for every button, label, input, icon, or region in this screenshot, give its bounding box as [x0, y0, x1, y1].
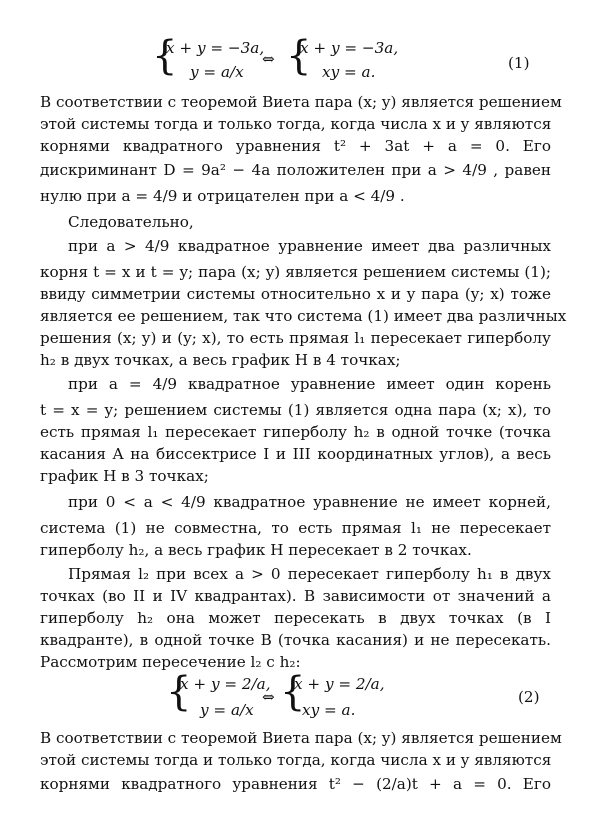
right-brace-2: {	[280, 669, 306, 715]
system1-right-row2: xy = a.	[322, 63, 376, 81]
left-brace-2: {	[166, 669, 192, 715]
para3-line3: корнями квадратного уравнения t² − (2/a)t + a = 0. Его	[40, 775, 551, 793]
case1-line1: при a > 4/9 квадратное уравнение имеет два различных	[68, 237, 551, 255]
equation-number-1: (1)	[508, 54, 530, 72]
system2-left-row1: x + y = 2/a,	[180, 675, 271, 693]
case3-line3: гиперболу h₂, а весь график H пересекает в 2 точках.	[40, 541, 472, 559]
case2-line3: есть прямая l₁ пересекает гиперболу h₂ в одной точке (точка	[40, 423, 551, 441]
system1-left-row1: x + y = −3a,	[166, 39, 265, 57]
equivalence-symbol: ⇔	[262, 50, 275, 68]
case1-line2: корня t = x и t = y; пара (x; y) является решением системы (1);	[40, 263, 551, 281]
case1-line4: является ее решением, так что система (1) имеет два различных	[40, 307, 567, 325]
right-brace: {	[286, 33, 312, 79]
left-brace: {	[152, 33, 178, 79]
case1-line6: h₂ в двух точках, а весь график H в 4 точках;	[40, 351, 401, 369]
para2-line4: квадранте), в одной точке B (точка касания) и не пересекать.	[40, 631, 551, 649]
system2-right-row1: x + y = 2/a,	[294, 675, 385, 693]
system1-left-row2: y = a/x	[190, 63, 244, 81]
para2-line1: Прямая l₂ при всех a > 0 пересекает гиперболу h₁ в двух	[68, 565, 551, 583]
equation-number-2: (2)	[518, 688, 540, 706]
case1-line5: решения (x; y) и (y; x), то есть прямая l₁ пересекает гиперболу	[40, 329, 551, 347]
para1-line3: корнями квадратного уравнения t² + 3at + a = 0. Его	[40, 137, 551, 155]
para1-line1: В соответствии с теоремой Виета пара (x; y) является решением	[40, 93, 562, 111]
para1-line4: дискриминант D = 9a² − 4a положителен при a > 4/9 , равен	[40, 161, 551, 179]
case2-line2: t = x = y; решением системы (1) является одна пара (x; x), то	[40, 401, 551, 419]
system2-left-row2: y = a/x	[200, 701, 254, 719]
para2-line2: точках (во II и IV квадрантах). В зависимости от значений a	[40, 587, 551, 605]
para1-line5: нулю при a = 4/9 и отрицателен при a < 4/9 .	[40, 187, 405, 205]
para3-line2: этой системы тогда и только тогда, когда числа x и y являются	[40, 751, 552, 769]
para1-line2: этой системы тогда и только тогда, когда числа x и y являются	[40, 115, 552, 133]
case2-line4: касания A на биссектрисе I и III координатных углов), а весь	[40, 445, 551, 463]
case2-line1: при a = 4/9 квадратное уравнение имеет один корень	[68, 375, 551, 393]
therefore-line: Следовательно,	[68, 213, 194, 231]
system2-right-row2: xy = a.	[302, 701, 356, 719]
equivalence-symbol-2: ⇔	[262, 688, 275, 706]
system1-right-row1: x + y = −3a,	[300, 39, 399, 57]
case2-line5: график H в 3 точках;	[40, 467, 209, 485]
case1-line3: ввиду симметрии системы относительно x и y пара (y; x) тоже	[40, 285, 551, 303]
para2-line5: Рассмотрим пересечение l₂ с h₂:	[40, 653, 301, 671]
para2-line3: гиперболу h₂ она может пересекать в двух точках (в I	[40, 609, 551, 627]
case3-line2: система (1) не совместна, то есть прямая l₁ не пересекает	[40, 519, 551, 537]
para3-line1: В соответствии с теоремой Виета пара (x; y) является решением	[40, 729, 562, 747]
case3-line1: при 0 < a < 4/9 квадратное уравнение не имеет корней,	[68, 493, 551, 511]
